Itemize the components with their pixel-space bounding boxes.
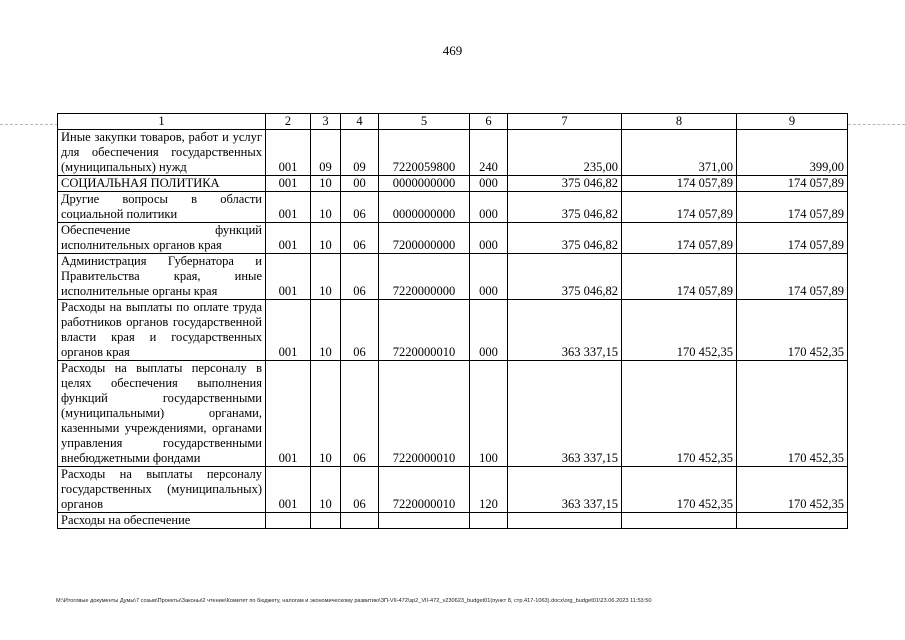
cell-target-article: 7220000010 [379,361,470,467]
cell-amount-7: 363 337,15 [508,361,622,467]
cell-amount-7: 375 046,82 [508,176,622,192]
cell-target-article: 0000000000 [379,192,470,223]
empty-cell [379,513,470,529]
scan-artifact-line-left [0,124,58,125]
table-row [58,192,848,223]
cell-section: 10 [311,467,341,513]
table-row-partial [58,513,848,529]
cell-section: 09 [311,130,341,176]
cell-section: 10 [311,361,341,467]
header-cell-8: 8 [622,114,737,130]
header-cell-3: 3 [311,114,341,130]
cell-amount-7: 363 337,15 [508,467,622,513]
header-cell-2: 2 [266,114,311,130]
table-row [58,223,848,254]
cell-amount-7: 235,00 [508,130,622,176]
cell-amount-9: 170 452,35 [737,467,848,513]
budget-table [57,113,848,529]
cell-department: 001 [266,176,311,192]
cell-subsection: 06 [341,192,379,223]
cell-department: 001 [266,254,311,300]
header-cell-1: 1 [58,114,266,130]
cell-amount-9: 174 057,89 [737,192,848,223]
cell-subsection: 06 [341,361,379,467]
empty-cell [622,513,737,529]
row-name: Другие вопросы в области социальной политики [58,192,266,223]
row-name: Администрация Губернатора и Правительства края, иные исполнительные органы края [58,254,266,300]
table-body [58,130,848,529]
cell-expense-type: 000 [470,254,508,300]
row-name: Обеспечение функций исполнительных органов края [58,223,266,254]
cell-department: 001 [266,300,311,361]
cell-section: 10 [311,176,341,192]
cell-expense-type: 120 [470,467,508,513]
cell-subsection: 09 [341,130,379,176]
table-row [58,361,848,467]
cell-department: 001 [266,467,311,513]
cell-expense-type: 000 [470,223,508,254]
row-name: Расходы на обеспечение [58,513,266,529]
cell-target-article: 7220000010 [379,300,470,361]
header-cell-7: 7 [508,114,622,130]
cell-amount-8: 371,00 [622,130,737,176]
cell-amount-7: 375 046,82 [508,223,622,254]
table-row [58,300,848,361]
cell-section: 10 [311,300,341,361]
cell-amount-9: 174 057,89 [737,254,848,300]
row-name: Расходы на выплаты персоналу в целях обеспечения выполнения функций государственными (муниципальными) органами, казенными учреждениями, органами управления государственными внебюджетными фондами [58,361,266,467]
cell-amount-8: 174 057,89 [622,254,737,300]
cell-amount-8: 170 452,35 [622,300,737,361]
cell-department: 001 [266,361,311,467]
cell-subsection: 06 [341,254,379,300]
row-name: Иные закупки товаров, работ и услуг для обеспечения государственных (муниципальных) нужд [58,130,266,176]
empty-cell [311,513,341,529]
cell-department: 001 [266,130,311,176]
cell-amount-8: 174 057,89 [622,223,737,254]
cell-section: 10 [311,223,341,254]
cell-target-article: 0000000000 [379,176,470,192]
cell-expense-type: 000 [470,176,508,192]
table-row [58,467,848,513]
cell-subsection: 06 [341,223,379,254]
empty-cell [266,513,311,529]
cell-expense-type: 100 [470,361,508,467]
cell-amount-9: 170 452,35 [737,300,848,361]
cell-target-article: 7220000010 [379,467,470,513]
page-number: 469 [442,43,463,58]
cell-subsection: 00 [341,176,379,192]
cell-expense-type: 000 [470,300,508,361]
cell-section: 10 [311,192,341,223]
cell-amount-9: 174 057,89 [737,223,848,254]
header-cell-5: 5 [379,114,470,130]
empty-cell [508,513,622,529]
row-name: Расходы на выплаты по оплате труда работников органов государственной власти края и государственных органов края [58,300,266,361]
row-name: Расходы на выплаты персоналу государственных (муниципальных) органов [58,467,266,513]
cell-amount-8: 174 057,89 [622,192,737,223]
cell-amount-8: 174 057,89 [622,176,737,192]
empty-cell [737,513,848,529]
cell-target-article: 7220000000 [379,254,470,300]
cell-amount-9: 170 452,35 [737,361,848,467]
header-cell-9: 9 [737,114,848,130]
scan-artifact-line-right [848,124,905,125]
cell-amount-8: 170 452,35 [622,467,737,513]
cell-target-article: 7200000000 [379,223,470,254]
cell-amount-9: 399,00 [737,130,848,176]
cell-amount-7: 363 337,15 [508,300,622,361]
cell-department: 001 [266,223,311,254]
empty-cell [341,513,379,529]
cell-subsection: 06 [341,467,379,513]
header-cell-4: 4 [341,114,379,130]
cell-amount-8: 170 452,35 [622,361,737,467]
cell-expense-type: 240 [470,130,508,176]
cell-department: 001 [266,192,311,223]
table-row [58,254,848,300]
row-name: СОЦИАЛЬНАЯ ПОЛИТИКА [58,176,266,192]
empty-cell [470,513,508,529]
cell-subsection: 06 [341,300,379,361]
table-row [58,176,848,192]
table-row [58,130,848,176]
header-cell-6: 6 [470,114,508,130]
cell-amount-7: 375 046,82 [508,192,622,223]
cell-section: 10 [311,254,341,300]
cell-amount-7: 375 046,82 [508,254,622,300]
header-row [58,114,848,130]
document-file-path: M:\Итоговые документы Думы\7 созыв\Проекты\Законы\2 чтение\Комитет по бюджету, налогам и экономическому развитию\ЗП-VII-472\зр2_VII-472_v230623_budget01(пункт 8, стр.417-1063).docx\org_budget01\23.06.2023 11:53:50 [56,598,652,604]
cell-expense-type: 000 [470,192,508,223]
cell-amount-9: 174 057,89 [737,176,848,192]
cell-target-article: 7220059800 [379,130,470,176]
